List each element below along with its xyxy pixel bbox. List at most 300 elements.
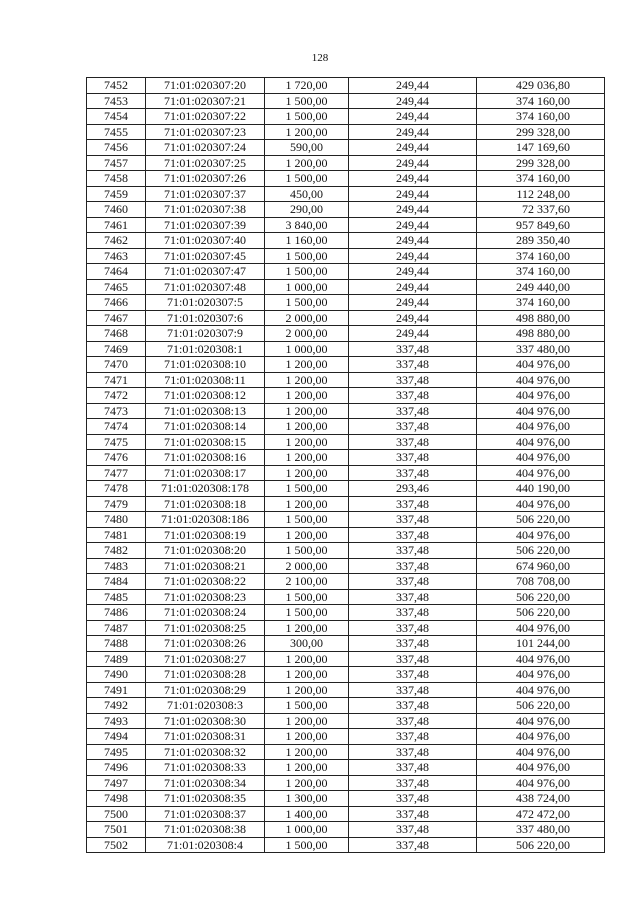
table-row — [87, 357, 605, 373]
area-cell: 290,00 — [265, 202, 349, 218]
rate-cell: 337,48 — [349, 527, 477, 543]
row-number-cell: 7480 — [87, 512, 146, 528]
cadastral-number-cell: 71:01:020308:30 — [146, 713, 265, 729]
value-cell: 674 960,00 — [477, 558, 605, 574]
cadastral-number-cell: 71:01:020308:27 — [146, 651, 265, 667]
cadastral-number-cell: 71:01:020308:23 — [146, 589, 265, 605]
area-cell: 1 200,00 — [265, 744, 349, 760]
rate-cell: 337,48 — [349, 682, 477, 698]
value-cell: 506 220,00 — [477, 837, 605, 853]
row-number-cell: 7484 — [87, 574, 146, 590]
rate-cell: 337,48 — [349, 636, 477, 652]
cadastral-number-cell: 71:01:020307:45 — [146, 248, 265, 264]
table-row — [87, 512, 605, 528]
value-cell: 374 160,00 — [477, 109, 605, 125]
rate-cell: 337,48 — [349, 620, 477, 636]
value-cell: 440 190,00 — [477, 481, 605, 497]
cadastral-number-cell: 71:01:020308:24 — [146, 605, 265, 621]
area-cell: 1 500,00 — [265, 589, 349, 605]
row-number-cell: 7455 — [87, 124, 146, 140]
table-row — [87, 93, 605, 109]
rate-cell: 337,48 — [349, 419, 477, 435]
value-cell: 404 976,00 — [477, 450, 605, 466]
area-cell: 1 200,00 — [265, 729, 349, 745]
area-cell: 2 000,00 — [265, 310, 349, 326]
area-cell: 1 160,00 — [265, 233, 349, 249]
table-row — [87, 78, 605, 94]
table-row — [87, 434, 605, 450]
row-number-cell: 7478 — [87, 481, 146, 497]
area-cell: 1 500,00 — [265, 698, 349, 714]
rate-cell: 249,44 — [349, 140, 477, 156]
cadastral-number-cell: 71:01:020308:26 — [146, 636, 265, 652]
cadastral-number-cell: 71:01:020308:34 — [146, 775, 265, 791]
area-cell: 1 200,00 — [265, 775, 349, 791]
rate-cell: 337,48 — [349, 372, 477, 388]
area-cell: 1 200,00 — [265, 620, 349, 636]
area-cell: 1 300,00 — [265, 791, 349, 807]
rate-cell: 249,44 — [349, 78, 477, 94]
value-cell: 498 880,00 — [477, 310, 605, 326]
value-cell: 429 036,80 — [477, 78, 605, 94]
rate-cell: 337,48 — [349, 574, 477, 590]
value-cell: 337 480,00 — [477, 822, 605, 838]
value-cell: 404 976,00 — [477, 465, 605, 481]
area-cell: 1 200,00 — [265, 403, 349, 419]
row-number-cell: 7502 — [87, 837, 146, 853]
cadastral-number-cell: 71:01:020307:5 — [146, 295, 265, 311]
table-row — [87, 620, 605, 636]
value-cell: 506 220,00 — [477, 589, 605, 605]
rate-cell: 337,48 — [349, 744, 477, 760]
cadastral-number-cell: 71:01:020307:40 — [146, 233, 265, 249]
cadastral-number-cell: 71:01:020308:13 — [146, 403, 265, 419]
area-cell: 1 000,00 — [265, 279, 349, 295]
table-row — [87, 806, 605, 822]
row-number-cell: 7489 — [87, 651, 146, 667]
table-row — [87, 589, 605, 605]
area-cell: 3 840,00 — [265, 217, 349, 233]
row-number-cell: 7497 — [87, 775, 146, 791]
value-cell: 506 220,00 — [477, 698, 605, 714]
cadastral-number-cell: 71:01:020307:48 — [146, 279, 265, 295]
cadastral-number-cell: 71:01:020308:186 — [146, 512, 265, 528]
row-number-cell: 7469 — [87, 341, 146, 357]
table-row — [87, 372, 605, 388]
row-number-cell: 7458 — [87, 171, 146, 187]
row-number-cell: 7501 — [87, 822, 146, 838]
cadastral-number-cell: 71:01:020308:16 — [146, 450, 265, 466]
table-row — [87, 729, 605, 745]
value-cell: 337 480,00 — [477, 341, 605, 357]
row-number-cell: 7498 — [87, 791, 146, 807]
table-row — [87, 217, 605, 233]
value-cell: 374 160,00 — [477, 93, 605, 109]
row-number-cell: 7492 — [87, 698, 146, 714]
rate-cell: 337,48 — [349, 698, 477, 714]
row-number-cell: 7485 — [87, 589, 146, 605]
cadastral-number-cell: 71:01:020308:33 — [146, 760, 265, 776]
area-cell: 1 200,00 — [265, 496, 349, 512]
rate-cell: 249,44 — [349, 124, 477, 140]
value-cell: 374 160,00 — [477, 248, 605, 264]
area-cell: 1 000,00 — [265, 341, 349, 357]
rate-cell: 337,48 — [349, 496, 477, 512]
value-cell: 506 220,00 — [477, 512, 605, 528]
rate-cell: 337,48 — [349, 791, 477, 807]
area-cell: 2 100,00 — [265, 574, 349, 590]
rate-cell: 337,48 — [349, 388, 477, 404]
table-row — [87, 698, 605, 714]
cadastral-number-cell: 71:01:020308:22 — [146, 574, 265, 590]
table-row — [87, 450, 605, 466]
row-number-cell: 7479 — [87, 496, 146, 512]
area-cell: 1 000,00 — [265, 822, 349, 838]
area-cell: 1 200,00 — [265, 682, 349, 698]
row-number-cell: 7491 — [87, 682, 146, 698]
area-cell: 1 500,00 — [265, 605, 349, 621]
rate-cell: 337,48 — [349, 434, 477, 450]
rate-cell: 337,48 — [349, 806, 477, 822]
land-plot-table — [86, 77, 605, 853]
rate-cell: 293,46 — [349, 481, 477, 497]
area-cell: 1 200,00 — [265, 450, 349, 466]
value-cell: 404 976,00 — [477, 651, 605, 667]
table-row — [87, 744, 605, 760]
row-number-cell: 7452 — [87, 78, 146, 94]
table-row — [87, 403, 605, 419]
value-cell: 374 160,00 — [477, 171, 605, 187]
row-number-cell: 7495 — [87, 744, 146, 760]
cadastral-number-cell: 71:01:020307:38 — [146, 202, 265, 218]
cadastral-number-cell: 71:01:020308:37 — [146, 806, 265, 822]
value-cell: 101 244,00 — [477, 636, 605, 652]
cadastral-number-cell: 71:01:020308:32 — [146, 744, 265, 760]
value-cell: 404 976,00 — [477, 729, 605, 745]
rate-cell: 249,44 — [349, 326, 477, 342]
value-cell: 404 976,00 — [477, 388, 605, 404]
value-cell: 404 976,00 — [477, 372, 605, 388]
row-number-cell: 7490 — [87, 667, 146, 683]
rate-cell: 337,48 — [349, 837, 477, 853]
cadastral-number-cell: 71:01:020307:23 — [146, 124, 265, 140]
value-cell: 404 976,00 — [477, 620, 605, 636]
table-row — [87, 837, 605, 853]
row-number-cell: 7460 — [87, 202, 146, 218]
table-row — [87, 822, 605, 838]
area-cell: 300,00 — [265, 636, 349, 652]
rate-cell: 337,48 — [349, 589, 477, 605]
area-cell: 1 200,00 — [265, 527, 349, 543]
value-cell: 289 350,40 — [477, 233, 605, 249]
rate-cell: 337,48 — [349, 357, 477, 373]
cadastral-number-cell: 71:01:020308:10 — [146, 357, 265, 373]
value-cell: 374 160,00 — [477, 295, 605, 311]
rate-cell: 337,48 — [349, 667, 477, 683]
table-row — [87, 775, 605, 791]
value-cell: 404 976,00 — [477, 713, 605, 729]
area-cell: 1 500,00 — [265, 837, 349, 853]
cadastral-number-cell: 71:01:020308:18 — [146, 496, 265, 512]
cadastral-number-cell: 71:01:020307:26 — [146, 171, 265, 187]
row-number-cell: 7467 — [87, 310, 146, 326]
table-row — [87, 667, 605, 683]
value-cell: 404 976,00 — [477, 682, 605, 698]
table-row — [87, 419, 605, 435]
rate-cell: 337,48 — [349, 512, 477, 528]
value-cell: 506 220,00 — [477, 543, 605, 559]
rate-cell: 249,44 — [349, 279, 477, 295]
rate-cell: 249,44 — [349, 264, 477, 280]
rate-cell: 337,48 — [349, 760, 477, 776]
cadastral-number-cell: 71:01:020308:25 — [146, 620, 265, 636]
table-row — [87, 295, 605, 311]
cadastral-number-cell: 71:01:020307:20 — [146, 78, 265, 94]
row-number-cell: 7459 — [87, 186, 146, 202]
row-number-cell: 7456 — [87, 140, 146, 156]
row-number-cell: 7476 — [87, 450, 146, 466]
row-number-cell: 7496 — [87, 760, 146, 776]
row-number-cell: 7483 — [87, 558, 146, 574]
area-cell: 1 200,00 — [265, 667, 349, 683]
rate-cell: 337,48 — [349, 465, 477, 481]
table-row — [87, 465, 605, 481]
table-row — [87, 682, 605, 698]
row-number-cell: 7475 — [87, 434, 146, 450]
table-row — [87, 481, 605, 497]
row-number-cell: 7487 — [87, 620, 146, 636]
row-number-cell: 7470 — [87, 357, 146, 373]
rate-cell: 249,44 — [349, 202, 477, 218]
rate-cell: 337,48 — [349, 605, 477, 621]
rate-cell: 249,44 — [349, 310, 477, 326]
cadastral-number-cell: 71:01:020307:24 — [146, 140, 265, 156]
value-cell: 404 976,00 — [477, 760, 605, 776]
rate-cell: 337,48 — [349, 558, 477, 574]
value-cell: 404 976,00 — [477, 434, 605, 450]
value-cell: 404 976,00 — [477, 403, 605, 419]
table-row — [87, 388, 605, 404]
table-row — [87, 791, 605, 807]
rate-cell: 249,44 — [349, 109, 477, 125]
rate-cell: 337,48 — [349, 822, 477, 838]
table-row — [87, 558, 605, 574]
rate-cell: 337,48 — [349, 341, 477, 357]
page-number: 128 — [311, 52, 329, 64]
table-row — [87, 326, 605, 342]
rate-cell: 337,48 — [349, 729, 477, 745]
table-row — [87, 341, 605, 357]
value-cell: 404 976,00 — [477, 744, 605, 760]
table-row — [87, 155, 605, 171]
row-number-cell: 7454 — [87, 109, 146, 125]
cadastral-number-cell: 71:01:020308:14 — [146, 419, 265, 435]
cadastral-number-cell: 71:01:020307:37 — [146, 186, 265, 202]
table-row — [87, 605, 605, 621]
area-cell: 1 500,00 — [265, 512, 349, 528]
rate-cell: 249,44 — [349, 248, 477, 264]
table-row — [87, 109, 605, 125]
cadastral-number-cell: 71:01:020307:6 — [146, 310, 265, 326]
row-number-cell: 7468 — [87, 326, 146, 342]
area-cell: 1 200,00 — [265, 388, 349, 404]
row-number-cell: 7482 — [87, 543, 146, 559]
row-number-cell: 7493 — [87, 713, 146, 729]
value-cell: 438 724,00 — [477, 791, 605, 807]
cadastral-number-cell: 71:01:020307:25 — [146, 155, 265, 171]
cadastral-number-cell: 71:01:020307:21 — [146, 93, 265, 109]
rate-cell: 337,48 — [349, 651, 477, 667]
row-number-cell: 7494 — [87, 729, 146, 745]
table-row — [87, 574, 605, 590]
area-cell: 590,00 — [265, 140, 349, 156]
row-number-cell: 7486 — [87, 605, 146, 621]
value-cell: 72 337,60 — [477, 202, 605, 218]
value-cell: 299 328,00 — [477, 124, 605, 140]
cadastral-number-cell: 71:01:020308:20 — [146, 543, 265, 559]
rate-cell: 249,44 — [349, 186, 477, 202]
value-cell: 404 976,00 — [477, 775, 605, 791]
table-row — [87, 171, 605, 187]
row-number-cell: 7463 — [87, 248, 146, 264]
table-row — [87, 310, 605, 326]
area-cell: 1 200,00 — [265, 651, 349, 667]
area-cell: 1 500,00 — [265, 109, 349, 125]
table-row — [87, 186, 605, 202]
area-cell: 450,00 — [265, 186, 349, 202]
table-row — [87, 496, 605, 512]
area-cell: 1 400,00 — [265, 806, 349, 822]
rate-cell: 249,44 — [349, 295, 477, 311]
area-cell: 1 200,00 — [265, 357, 349, 373]
cadastral-number-cell: 71:01:020308:19 — [146, 527, 265, 543]
cadastral-number-cell: 71:01:020308:15 — [146, 434, 265, 450]
table-row — [87, 202, 605, 218]
area-cell: 1 200,00 — [265, 465, 349, 481]
rate-cell: 337,48 — [349, 543, 477, 559]
area-cell: 1 200,00 — [265, 419, 349, 435]
area-cell: 1 200,00 — [265, 155, 349, 171]
area-cell: 1 200,00 — [265, 434, 349, 450]
value-cell: 472 472,00 — [477, 806, 605, 822]
cadastral-number-cell: 71:01:020307:47 — [146, 264, 265, 280]
value-cell: 112 248,00 — [477, 186, 605, 202]
row-number-cell: 7466 — [87, 295, 146, 311]
cadastral-number-cell: 71:01:020307:22 — [146, 109, 265, 125]
cadastral-number-cell: 71:01:020308:17 — [146, 465, 265, 481]
area-cell: 1 200,00 — [265, 760, 349, 776]
row-number-cell: 7488 — [87, 636, 146, 652]
value-cell: 299 328,00 — [477, 155, 605, 171]
row-number-cell: 7465 — [87, 279, 146, 295]
area-cell: 2 000,00 — [265, 558, 349, 574]
row-number-cell: 7500 — [87, 806, 146, 822]
value-cell: 249 440,00 — [477, 279, 605, 295]
table-row — [87, 264, 605, 280]
rate-cell: 337,48 — [349, 403, 477, 419]
table-body — [87, 78, 605, 853]
rate-cell: 249,44 — [349, 155, 477, 171]
area-cell: 1 200,00 — [265, 372, 349, 388]
rate-cell: 337,48 — [349, 450, 477, 466]
rate-cell: 337,48 — [349, 775, 477, 791]
area-cell: 1 500,00 — [265, 248, 349, 264]
cadastral-number-cell: 71:01:020308:28 — [146, 667, 265, 683]
cadastral-number-cell: 71:01:020308:4 — [146, 837, 265, 853]
table-row — [87, 527, 605, 543]
row-number-cell: 7474 — [87, 419, 146, 435]
area-cell: 1 500,00 — [265, 481, 349, 497]
cadastral-number-cell: 71:01:020308:3 — [146, 698, 265, 714]
area-cell: 1 500,00 — [265, 295, 349, 311]
cadastral-number-cell: 71:01:020308:35 — [146, 791, 265, 807]
table-row — [87, 140, 605, 156]
row-number-cell: 7473 — [87, 403, 146, 419]
area-cell: 1 500,00 — [265, 93, 349, 109]
area-cell: 1 500,00 — [265, 171, 349, 187]
table-row — [87, 713, 605, 729]
value-cell: 498 880,00 — [477, 326, 605, 342]
table-row — [87, 636, 605, 652]
row-number-cell: 7471 — [87, 372, 146, 388]
table-row — [87, 248, 605, 264]
table-row — [87, 124, 605, 140]
row-number-cell: 7453 — [87, 93, 146, 109]
rate-cell: 249,44 — [349, 93, 477, 109]
cadastral-number-cell: 71:01:020308:1 — [146, 341, 265, 357]
row-number-cell: 7461 — [87, 217, 146, 233]
area-cell: 1 200,00 — [265, 713, 349, 729]
value-cell: 404 976,00 — [477, 667, 605, 683]
table-row — [87, 543, 605, 559]
value-cell: 404 976,00 — [477, 419, 605, 435]
cadastral-number-cell: 71:01:020308:178 — [146, 481, 265, 497]
row-number-cell: 7462 — [87, 233, 146, 249]
value-cell: 404 976,00 — [477, 357, 605, 373]
row-number-cell: 7464 — [87, 264, 146, 280]
rate-cell: 337,48 — [349, 713, 477, 729]
table-row — [87, 233, 605, 249]
cadastral-number-cell: 71:01:020308:11 — [146, 372, 265, 388]
row-number-cell: 7477 — [87, 465, 146, 481]
cadastral-number-cell: 71:01:020308:29 — [146, 682, 265, 698]
area-cell: 1 720,00 — [265, 78, 349, 94]
rate-cell: 249,44 — [349, 171, 477, 187]
cadastral-number-cell: 71:01:020308:38 — [146, 822, 265, 838]
value-cell: 404 976,00 — [477, 496, 605, 512]
cadastral-number-cell: 71:01:020308:21 — [146, 558, 265, 574]
area-cell: 1 200,00 — [265, 124, 349, 140]
table-row — [87, 279, 605, 295]
rate-cell: 249,44 — [349, 217, 477, 233]
value-cell: 708 708,00 — [477, 574, 605, 590]
area-cell: 1 500,00 — [265, 264, 349, 280]
value-cell: 404 976,00 — [477, 527, 605, 543]
row-number-cell: 7457 — [87, 155, 146, 171]
row-number-cell: 7481 — [87, 527, 146, 543]
table-row — [87, 651, 605, 667]
row-number-cell: 7472 — [87, 388, 146, 404]
value-cell: 957 849,60 — [477, 217, 605, 233]
area-cell: 1 500,00 — [265, 543, 349, 559]
cadastral-number-cell: 71:01:020307:9 — [146, 326, 265, 342]
area-cell: 2 000,00 — [265, 326, 349, 342]
table-row — [87, 760, 605, 776]
cadastral-number-cell: 71:01:020308:12 — [146, 388, 265, 404]
value-cell: 506 220,00 — [477, 605, 605, 621]
value-cell: 147 169,60 — [477, 140, 605, 156]
rate-cell: 249,44 — [349, 233, 477, 249]
